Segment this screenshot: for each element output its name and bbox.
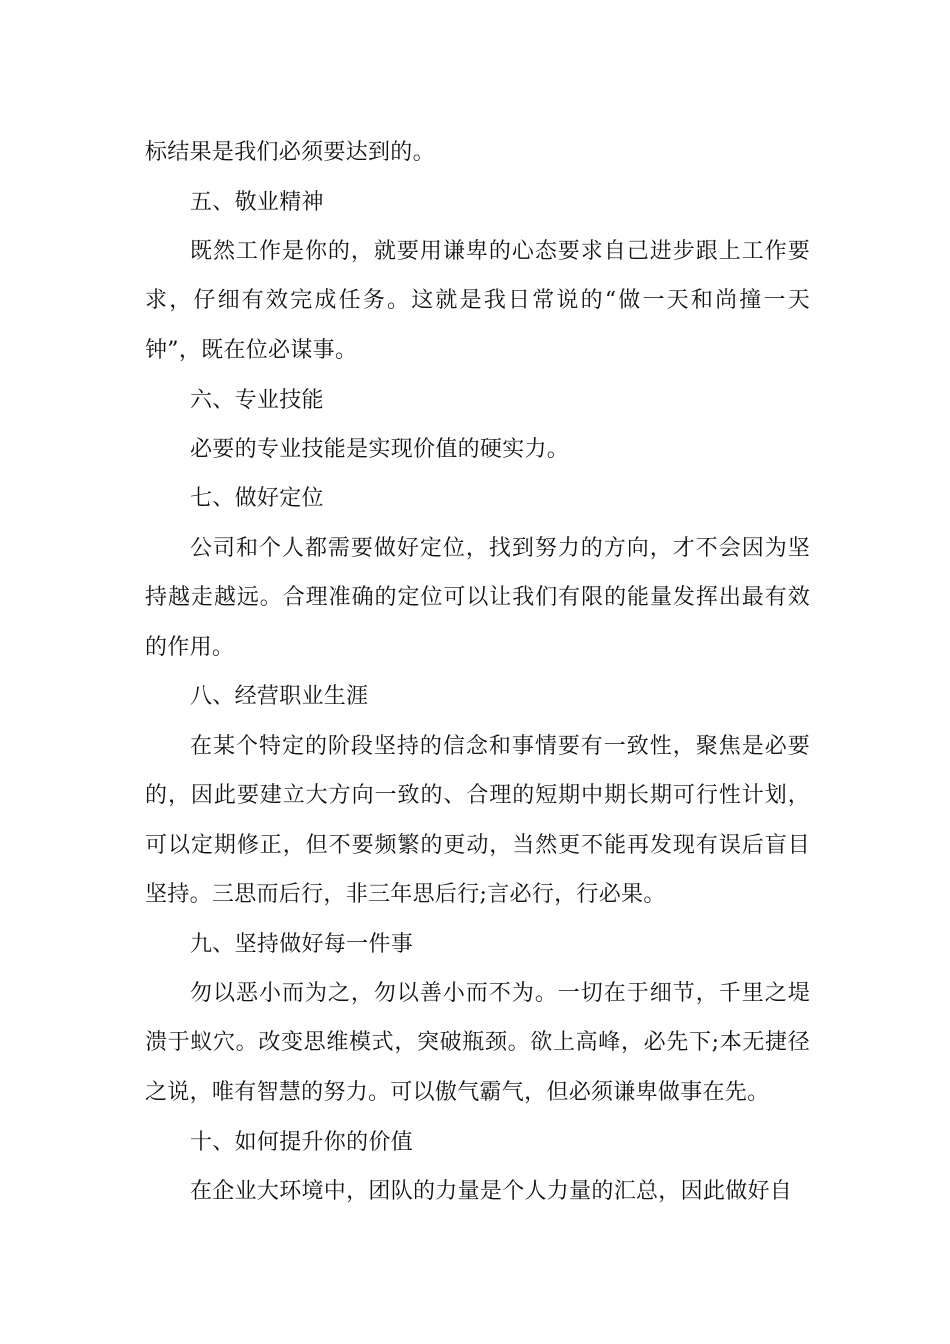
section-heading-8: 八、经营职业生涯 — [190, 684, 369, 709]
section-heading-7: 七、做好定位 — [190, 486, 324, 511]
paragraph-section-6: 必要的专业技能是实现价值的硬实力。 — [190, 437, 570, 462]
section-heading-5: 五、敬业精神 — [190, 190, 324, 215]
paragraph-section-7: 公司和个人都需要做好定位，找到努力的方向，才不会因为坚持越走越远。合理准确的定位可以让我们有限的能量发挥出最有效的作用。 — [145, 536, 810, 660]
paragraph-section-5: 既然工作是你的，就要用谦卑的心态要求自己进步跟上工作要求，仔细有效完成任务。这就是我日常说的“做一天和尚撞一天钟”，既在位必谋事。 — [145, 239, 810, 363]
paragraph-continuation: 标结果是我们必须要达到的。 — [145, 140, 435, 165]
section-heading-10: 十、如何提升你的价值 — [190, 1130, 414, 1155]
paragraph-section-8: 在某个特定的阶段坚持的信念和事情要有一致性，聚焦是必要的，因此要建立大方向一致的、合理的短期中期长期可行性计划，可以定期修正，但不要频繁的更动，当然更不能再发现有误后盲目坚持。三思而后行，非三年思后行;言必行，行必果。 — [145, 734, 810, 908]
paragraph-section-9: 勿以恶小而为之，勿以善小而不为。一切在于细节，千里之堤溃于蚁穴。改变思维模式，突破瓶颈。欲上高峰，必先下;本无捷径之说，唯有智慧的努力。可以傲气霸气，但必须谦卑做事在先。 — [145, 981, 810, 1105]
section-heading-6: 六、专业技能 — [190, 388, 324, 413]
section-heading-9: 九、坚持做好每一件事 — [190, 932, 414, 957]
paragraph-section-10: 在企业大环境中，团队的力量是个人力量的汇总，因此做好自 — [190, 1179, 793, 1204]
